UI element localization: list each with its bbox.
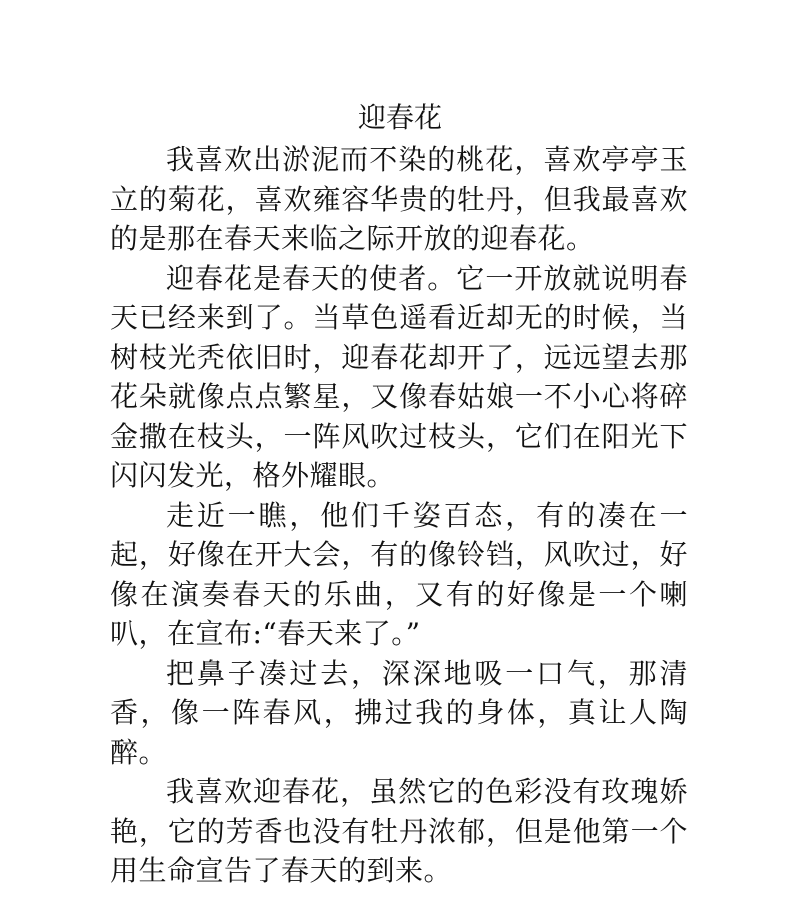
paragraph-3: 走近一瞧，他们千姿百态，有的凑在一起，好像在开大会，有的像铃铛，风吹过，好像在演奏春天的乐曲，又有的好像是一个喇叭，在宣布:“春天来了。” xyxy=(110,498,688,650)
document-body xyxy=(110,140,688,891)
paragraph-1: 我喜欢出淤泥而不染的桃花，喜欢亭亭玉立的菊花，喜欢雍容华贵的牡丹，但我最喜欢的是那在春天来临之际开放的迎春花。 xyxy=(110,143,688,255)
paragraph-2: 迎春花是春天的使者。它一开放就说明春天已经来到了。当草色遥看近却无的时候，当树枝光秃依旧时，迎春花却开了，远远望去那花朵就像点点繁星，又像春姑娘一不小心将碎金撒在枝头，一阵风吹过枝头，它们在阳光下闪闪发光，格外耀眼。 xyxy=(110,261,688,492)
paragraph-5: 我喜欢迎春花，虽然它的色彩没有玫瑰娇艳，它的芳香也没有牡丹浓郁，但是他第一个用生命宣告了春天的到来。 xyxy=(110,775,688,887)
document-title: 迎春花 xyxy=(357,101,442,134)
paragraph-4: 把鼻子凑过去，深深地吸一口气，那清香，像一阵春风，拂过我的身体，真让人陶醉。 xyxy=(110,656,688,769)
